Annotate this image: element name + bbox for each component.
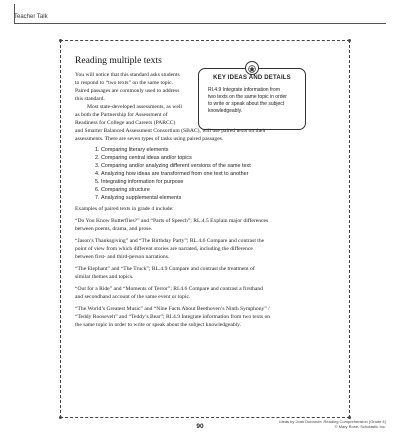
text-line: Most state-developed assessments, as well xyxy=(87,104,182,110)
frame-corner-dot xyxy=(348,39,351,42)
task-item: 1. Comparing literary elements xyxy=(101,146,337,154)
key-ideas-line: RI.4.9 Integrate information from xyxy=(208,87,280,93)
examples-intro: Examples of paired texts in grade 4 include: xyxy=(75,206,174,212)
intro-paragraph xyxy=(75,71,337,103)
example-pair xyxy=(75,237,337,261)
key-ideas-line: two texts on the same topic in order xyxy=(208,94,287,100)
text-line: similar themes and topics. xyxy=(75,274,134,280)
text-line: this standard. xyxy=(75,96,105,102)
credit-line: © Mary Rose, Scholastic Inc. xyxy=(334,424,386,429)
example-pair xyxy=(75,217,337,233)
example-pair xyxy=(75,305,337,329)
task-item: 3. Comparing and/or analyzing different versions of the same text xyxy=(101,162,337,170)
text-line: “Do You Know Butterflies?” and “Parts of Speech”; RL.4.5 Explain major differences xyxy=(75,218,269,224)
text-line: “The Elephant” and “The Truck”; RL.4.9 Compare and contrast the treatment of xyxy=(75,266,255,272)
text-line: “Jason’s Thanksgiving” and “The Birthday Party”; RL.4.6 Compare and contrast the xyxy=(75,238,265,244)
footer-credit xyxy=(279,419,386,429)
header-label: Teacher Talk xyxy=(14,14,48,20)
text-line: You will notice that this standard asks students xyxy=(75,72,180,78)
text-line: and secondhand account of the same event or topic. xyxy=(75,294,191,300)
text-line: “Teddy Roosevelt” and “Teddy’s Bear”; RI.4.9 Integrate information from two texts on xyxy=(75,314,271,320)
text-line: and Smarter Balanced Assessment Consortium (SBAC), will use paired texts on their xyxy=(75,128,266,134)
task-item: 2. Comparing central ideas and/or topics xyxy=(101,154,337,162)
task-types-list xyxy=(75,146,337,202)
text-line: “Out for a Ride” and “Moments of Terror”; RI.4.6 Compare and contrast a firsthand xyxy=(75,286,263,292)
task-item: 6. Comparing structure xyxy=(101,186,337,194)
article-content xyxy=(75,55,337,329)
text-line: Readiness for College and Careers (PARCC) xyxy=(75,120,176,126)
text-line: between first- and third-person narrations. xyxy=(75,254,170,260)
task-item: 5. Integrating information for purpose xyxy=(101,178,337,186)
text-line: the same topic in order to write or speak about the subject knowledgeably. xyxy=(75,322,242,328)
text-line: point of view from which different stories are narrated, including the difference xyxy=(75,246,253,252)
header-rule xyxy=(14,23,386,24)
example-pair xyxy=(75,285,337,301)
frame-corner-dot xyxy=(59,39,62,42)
text-line: Paired passages are commonly used to address xyxy=(75,88,180,94)
text-line: assessments. There are seven types of tasks using paired passages. xyxy=(75,136,224,142)
text-line: between poems, drama, and prose. xyxy=(75,226,153,232)
task-item: 4. Analyzing how ideas are transformed from one text to another xyxy=(101,170,337,178)
credit-line: Ideas by Joan Dubrovin: Reading Comprehension (Grade 4) xyxy=(279,419,386,424)
text-line: “The World’s Greatest Music” and “Nine Facts About Beethoven’s Ninth Symphony” / xyxy=(75,306,270,312)
task-item: 7. Analyzing supplemental elements xyxy=(101,194,337,202)
text-line: to respond to “two texts” on the same topic. xyxy=(75,80,174,86)
key-ideas-title: KEY IDEAS AND DETAILS xyxy=(213,75,291,81)
key-ideas-line: knowledgeably. xyxy=(208,108,243,114)
section-title: Reading multiple texts xyxy=(75,55,162,66)
assessment-paragraph xyxy=(75,103,337,143)
frame-corner-dot xyxy=(59,416,62,419)
text-line: as both the Partnership for Assessment of xyxy=(75,112,168,118)
page-number: 90 xyxy=(196,423,204,430)
key-ideas-line: to write or speak about the subject xyxy=(208,101,285,107)
example-pair xyxy=(75,265,337,281)
